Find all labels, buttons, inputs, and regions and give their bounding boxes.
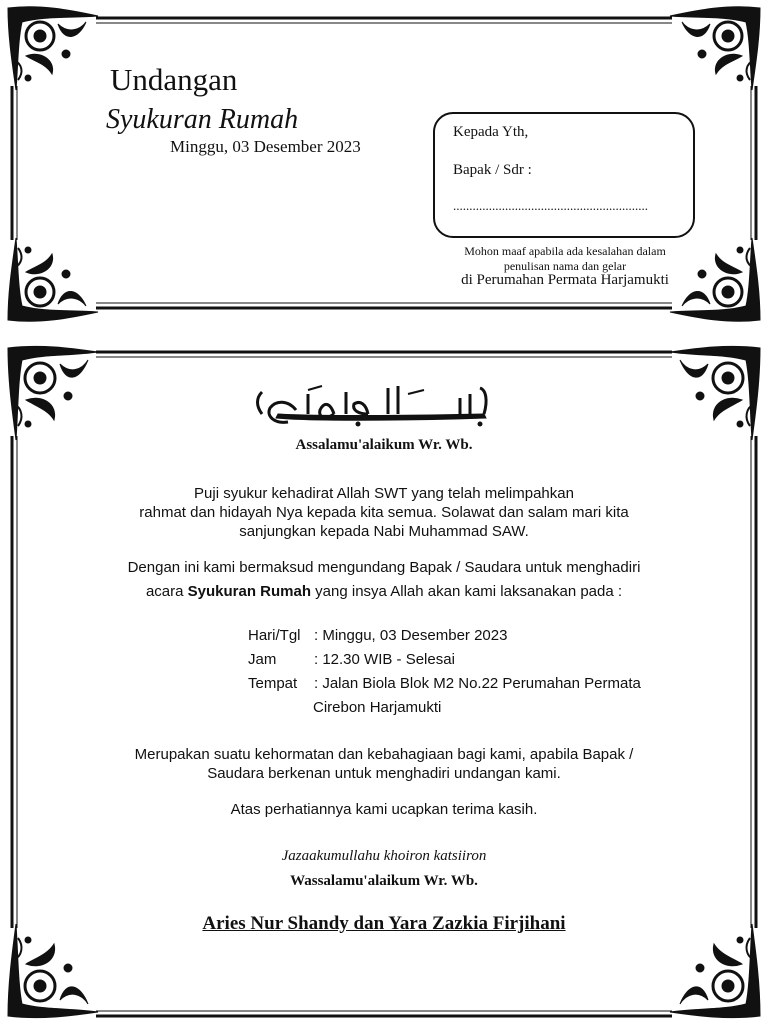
detail-value: : Minggu, 03 Desember 2023	[314, 627, 508, 644]
closing-salam: Wassalamu'alaikum Wr. Wb.	[290, 873, 478, 889]
apology-note-2: penulisan nama dan gelar	[503, 259, 627, 273]
corner-ornament-icon	[670, 924, 760, 1018]
bismillah-calligraphy-icon	[248, 380, 520, 430]
intro-paragraph	[0, 484, 768, 541]
detail-value: : 12.30 WIB - Selesai	[314, 651, 455, 668]
detail-place-continued: Cirebon Harjamukti	[313, 699, 442, 716]
detail-place	[248, 672, 641, 696]
honor-line-2: Saudara berkenan untuk menghadiri undangan kami.	[207, 765, 561, 782]
intro-line-3: sanjungkan kepada Nabi Muhammad SAW.	[239, 523, 529, 540]
event-subtitle: Syukuran Rumah	[106, 104, 299, 135]
jazaa-text: Jazaakumullahu khoiron katsiiron	[281, 848, 487, 864]
honor-line-1: Merupakan suatu kehormatan dan kebahagiaan bagi kami, apabila Bapak /	[134, 746, 634, 763]
corner-ornament-icon	[8, 238, 98, 321]
host-names: Aries Nur Shandy dan Yara Zazkia Firjihani	[202, 913, 566, 934]
invitation-title: Undangan	[110, 62, 238, 97]
invitation-line-2-pre: acara	[145, 583, 188, 600]
thanks-paragraph: Atas perhatiannya kami ucapkan terima kasih.	[230, 801, 538, 818]
detail-label: Jam	[248, 651, 277, 668]
event-name-bold: Syukuran Rumah	[187, 583, 312, 600]
corner-ornament-icon	[8, 924, 98, 1018]
detail-label: Tempat	[248, 675, 298, 692]
opening-salam: Assalamu'alaikum Wr. Wb.	[295, 437, 473, 453]
detail-time	[248, 648, 455, 672]
corner-ornament-icon	[8, 7, 98, 90]
detail-value: : Jalan Biola Blok M2 No.22 Perumahan Permata	[314, 675, 641, 692]
corner-ornament-icon	[670, 346, 760, 440]
detail-day-date	[248, 624, 507, 648]
recipient-box	[433, 112, 695, 238]
event-date: Minggu, 03 Desember 2023	[170, 137, 361, 156]
venue-location: di Perumahan Permata Harjamukti	[461, 272, 669, 288]
invitation-line-2	[0, 580, 768, 604]
intro-line-2: rahmat dan hidayah Nya kepada kita semua. Solawat dan salam mari kita	[139, 504, 629, 521]
invitation-line-1: Dengan ini kami bermaksud mengundang Bapak / Saudara untuk menghadiri	[127, 559, 641, 576]
recipient-label: Bapak / Sdr :	[453, 162, 532, 178]
recipient-greeting: Kepada Yth,	[453, 124, 529, 140]
recipient-dotted-line: ............................................................	[453, 198, 648, 213]
intro-line-1: Puji syukur kehadirat Allah SWT yang telah melimpahkan	[194, 485, 574, 502]
corner-ornament-icon	[670, 7, 760, 90]
honor-paragraph	[0, 745, 768, 783]
invitation-cover	[0, 0, 768, 328]
apology-note: Mohon maaf apabila ada kesalahan dalam	[464, 244, 666, 258]
invitation-line-2-post: yang insya Allah akan kami laksanakan pada :	[311, 583, 623, 600]
detail-label: Hari/Tgl	[248, 627, 301, 644]
corner-ornament-icon	[8, 346, 98, 440]
invitation-paragraph	[0, 556, 768, 604]
